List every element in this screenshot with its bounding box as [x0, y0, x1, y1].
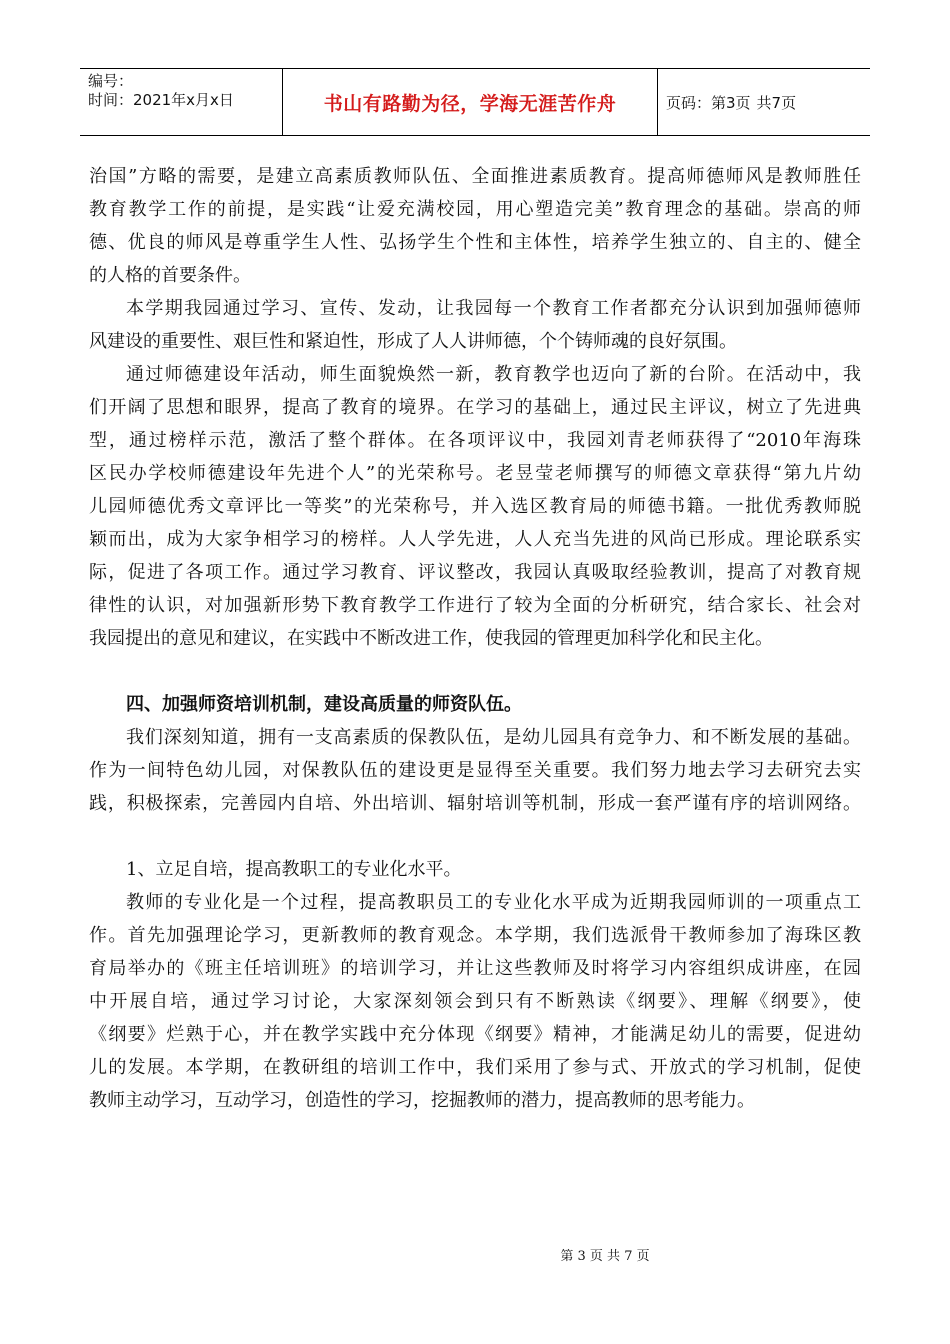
text-line: 本学期我园通过学习、宣传、发动，让我园每一个教育工作者都充分认识到加强师德师: [126, 298, 861, 319]
text-line: 颖而出，成为大家争相学习的榜样。人人学先进，人人充当先进的风尚已形成。理论联系实: [89, 529, 861, 550]
paragraph-3: [89, 358, 861, 655]
text-line: 儿的发展。本学期，在教研组的培训工作中，我们采用了参与式、开放式的学习机制，促使: [89, 1057, 861, 1078]
header-number-label: 编号：: [88, 72, 134, 90]
text-line: 型，通过榜样示范，激活了整个群体。在各项评议中，我园刘青老师获得了“2010年海珠: [89, 430, 861, 451]
document-body: [89, 160, 861, 1117]
text-line: 育局举办的《班主任培训班》的培训学习，并让这些教师及时将学习内容组织成讲座，在园: [89, 958, 861, 979]
text-line: 风建设的重要性、艰巨性和紧迫性，形成了人人讲师德，个个铸师魂的良好氛围。: [89, 331, 737, 352]
text-line: 律性的认识，对加强新形势下教育教学工作进行了较为全面的分析研究，结合家长、社会对: [89, 595, 861, 616]
paragraph-1: [89, 160, 861, 292]
text-line: 教师的专业化是一个过程，提高教职员工的专业化水平成为近期我园师训的一项重点工: [126, 892, 861, 913]
header-time-label: 时间：2021年x月x日: [88, 91, 234, 109]
text-line: 《纲要》烂熟于心，并在教学实践中充分体现《纲要》精神，才能满足幼儿的需要，促进幼: [89, 1024, 861, 1045]
text-line: 儿园师德优秀文章评比一等奖”的光荣称号，并入选区教育局的师德书籍。一批优秀教师脱: [89, 496, 861, 517]
header-page-total: 共7页: [756, 93, 797, 112]
paragraph-5: [89, 886, 861, 1117]
text-line: 中开展自培，通过学习讨论，大家深刻领会到只有不断熟读《纲要》、理解《纲要》，使: [89, 991, 861, 1012]
text-line: 德、优良的师风是尊重学生人性、弘扬学生个性和主体性，培养学生独立的、自主的、健全: [89, 232, 861, 253]
header-page-number: 页码：第3页: [666, 93, 751, 112]
text-line: 教育教学工作的前提，是实践“让爱充满校园，用心塑造完美”教育理念的基础。崇高的师: [89, 199, 861, 220]
header-meta: [80, 69, 283, 135]
paragraph-4: [89, 721, 861, 820]
page-header: [80, 68, 870, 136]
text-line: 作为一间特色幼儿园，对保教队伍的建设更是显得至关重要。我们努力地去学习去研究去实: [89, 760, 861, 781]
text-line: 的人格的首要条件。: [89, 265, 251, 286]
header-page-info: [658, 69, 870, 135]
text-line: 作。首先加强理论学习，更新教师的教育观念。本学期，我们选派骨干教师参加了海珠区教: [89, 925, 861, 946]
text-line: 际，促进了各项工作。通过学习教育、评议整改，我园认真吸取经验教训，提高了对教育规: [89, 562, 861, 583]
text-line: 践，积极探索，完善园内自培、外出培训、辐射培训等机制，形成一套严谨有序的培训网络。: [89, 793, 861, 814]
text-line: 我园提出的意见和建议，在实践中不断改进工作，使我园的管理更加科学化和民主化。: [89, 628, 773, 649]
header-motto: 书山有路勤为径，学海无涯苦作舟: [283, 69, 658, 135]
section-heading-4: 四、加强师资培训机制，建设高质量的师资队伍。: [126, 694, 522, 715]
text-line: 治国”方略的需要，是建立高素质教师队伍、全面推进素质教育。提高师德师风是教师胜任: [89, 166, 861, 187]
text-line: 我们深刻知道，拥有一支高素质的保教队伍，是幼儿园具有竞争力、和不断发展的基础。: [126, 727, 861, 748]
text-line: 区民办学校师德建设年先进个人”的光荣称号。老昱莹老师撰写的师德文章获得“第九片幼: [89, 463, 861, 484]
text-line: 通过师德建设年活动，师生面貌焕然一新，教育教学也迈向了新的台阶。在活动中，我: [126, 364, 861, 385]
text-line: 教师主动学习，互动学习，创造性的学习，挖掘教师的潜力，提高教师的思考能力。: [89, 1090, 755, 1111]
paragraph-2: [89, 292, 861, 358]
page-footer: 第 3 页 共 7 页: [560, 1249, 650, 1264]
subsection-heading-1: 1、立足自培，提高教职工的专业化水平。: [126, 859, 462, 880]
text-line: 们开阔了思想和眼界，提高了教育的境界。在学习的基础上，通过民主评议，树立了先进典: [89, 397, 861, 418]
